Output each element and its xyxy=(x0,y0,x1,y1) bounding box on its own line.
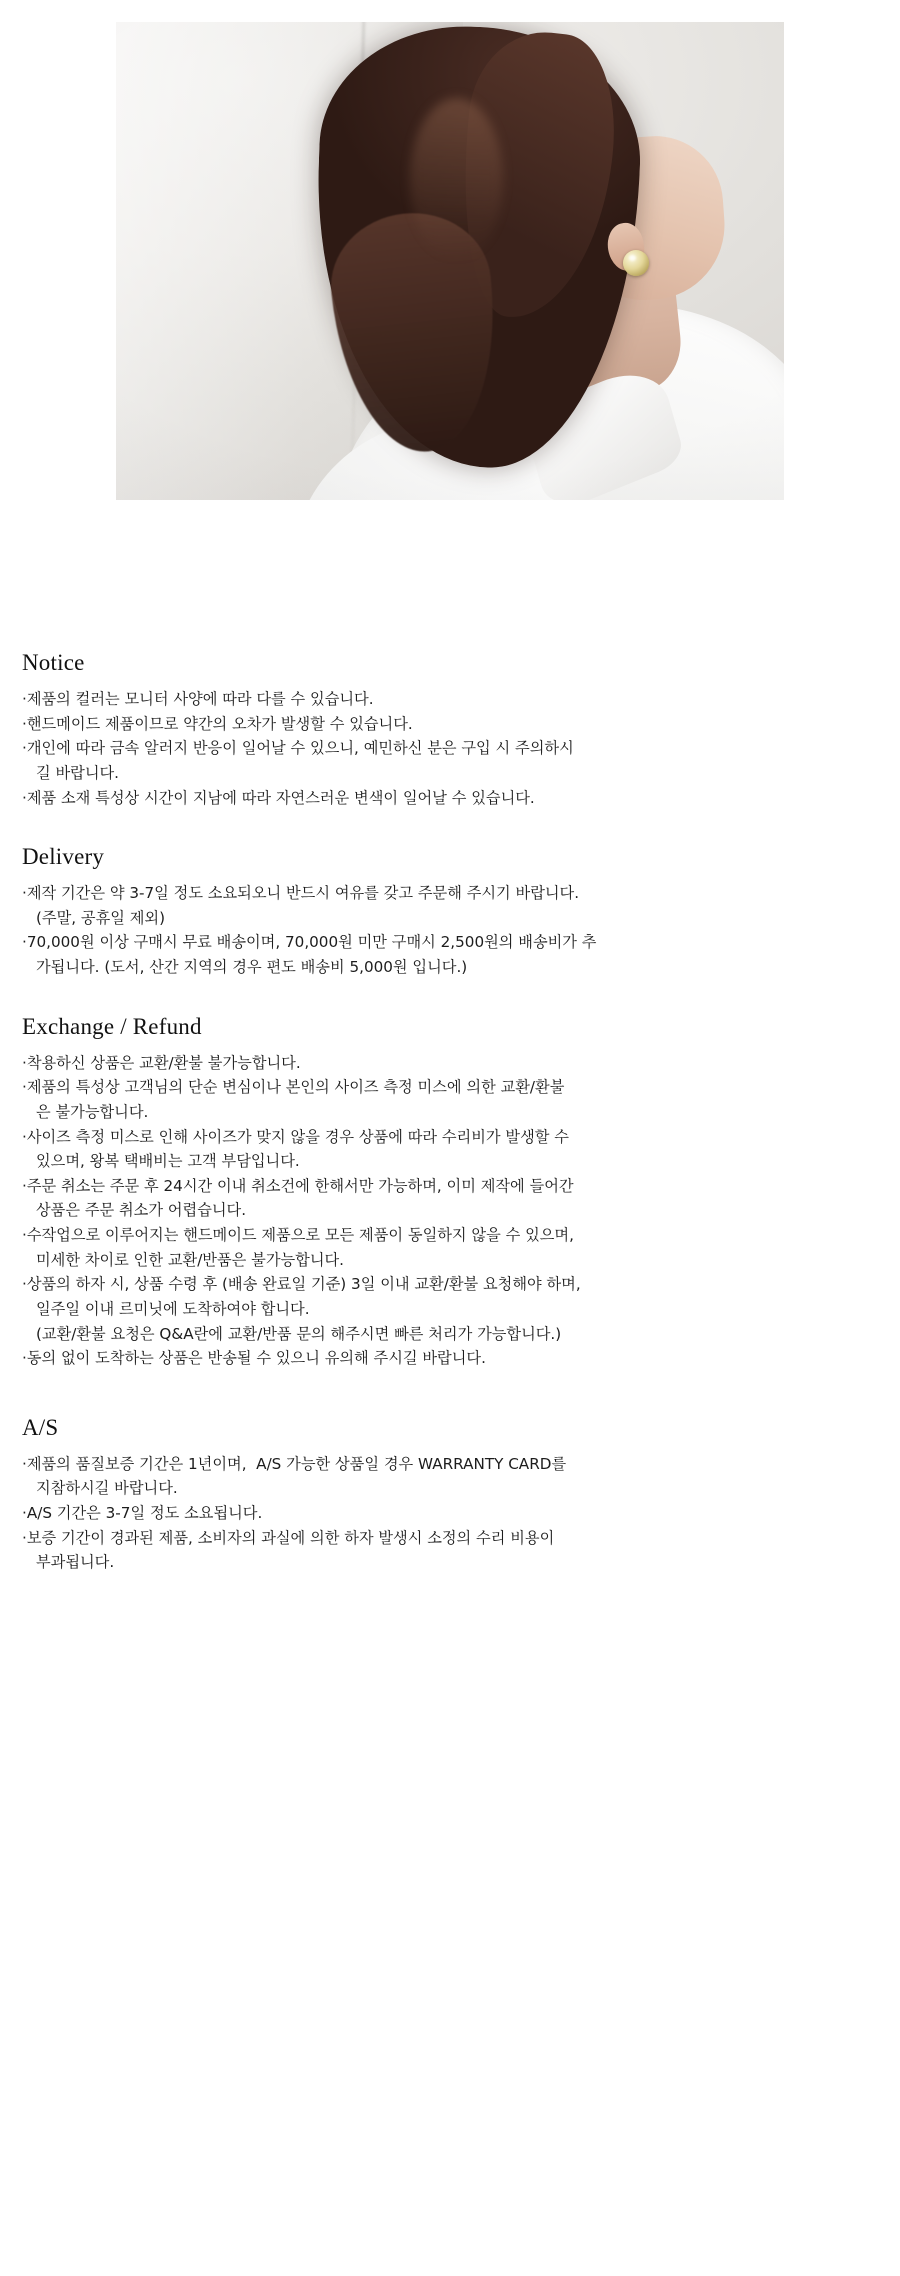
model-photo xyxy=(116,22,784,500)
exchange-line: 상품은 주문 취소가 어렵습니다. xyxy=(36,1201,247,1220)
section-title-notice: Notice xyxy=(22,650,85,675)
section-title-as: A/S xyxy=(22,1414,59,1440)
info-content xyxy=(0,650,900,1575)
section-as xyxy=(22,1415,878,1575)
exchange-line: (교환/환불 요청은 Q&A란에 교환/반품 문의 해주시면 빠른 처리가 가능합니다.) xyxy=(36,1324,562,1343)
section-spacer xyxy=(22,980,878,1014)
as-line: 부과됩니다. xyxy=(36,1553,115,1572)
exchange-line: ·수작업으로 이루어지는 핸드메이드 제품으로 모든 제품이 동일하지 않을 수 있으며, xyxy=(22,1226,574,1244)
section-body-delivery xyxy=(22,881,878,980)
delivery-line: ·제작 기간은 약 3-7일 정도 소요되오니 반드시 여유를 갖고 주문해 주시기 바랍니다. xyxy=(22,884,580,903)
section-exchange-refund xyxy=(22,1014,878,1371)
delivery-line: ·70,000원 이상 구매시 무료 배송이며, 70,000원 미만 구매시 2,500원의 배송비가 추 xyxy=(22,933,597,952)
section-title-exchange-refund: Exchange / Refund xyxy=(22,1013,202,1039)
exchange-line: ·제품의 특성상 고객님의 단순 변심이나 본인의 사이즈 측정 미스에 의한 교환/환불 xyxy=(22,1078,565,1097)
as-line: ·제품의 품질보증 기간은 1년이며, A/S 가능한 상품일 경우 WARRANTY CARD를 xyxy=(22,1454,567,1473)
exchange-line: 있으며, 왕복 택배비는 고객 부담입니다. xyxy=(36,1152,300,1171)
exchange-line: ·상품의 하자 시, 상품 수령 후 (배송 완료일 기준) 3일 이내 교환/환불 요청해야 하며, xyxy=(22,1275,581,1294)
exchange-line: ·착용하신 상품은 교환/환불 불가능합니다. xyxy=(22,1053,301,1072)
section-spacer xyxy=(22,810,878,844)
notice-line: ·개인에 따라 금속 알러지 반응이 일어날 수 있으니, 예민하신 분은 구입 시 주의하시 xyxy=(22,739,574,758)
as-line: 지참하시길 바랍니다. xyxy=(36,1479,178,1498)
exchange-line: ·주문 취소는 주문 후 24시간 이내 취소건에 한해서만 가능하며, 이미 제작에 들어간 xyxy=(22,1176,574,1195)
exchange-line: 일주일 이내 르미닛에 도착하여야 합니다. xyxy=(36,1299,310,1318)
notice-line: 길 바랍니다. xyxy=(36,763,120,782)
exchange-line: 은 불가능합니다. xyxy=(36,1102,149,1121)
delivery-line: (주말, 공휴일 제외) xyxy=(36,908,166,927)
exchange-line: 미세한 차이로 인한 교환/반품은 불가능합니다. xyxy=(36,1250,345,1269)
section-spacer xyxy=(22,1371,878,1415)
photo-vignette xyxy=(116,22,784,500)
section-title-delivery: Delivery xyxy=(22,844,105,870)
hero-spacer xyxy=(0,500,900,650)
notice-line: ·핸드메이드 제품이므로 약간의 오차가 발생할 수 있습니다. xyxy=(22,714,413,733)
exchange-line: ·사이즈 측정 미스로 인해 사이즈가 맞지 않을 경우 상품에 따라 수리비가 발생할 수 xyxy=(22,1127,569,1146)
as-line: ·보증 기간이 경과된 제품, 소비자의 과실에 의한 하자 발생시 소정의 수리 비용이 xyxy=(22,1528,555,1547)
section-body-notice xyxy=(22,687,878,810)
exchange-line: ·동의 없이 도착하는 상품은 반송될 수 있으니 유의해 주시길 바랍니다. xyxy=(22,1349,486,1368)
section-delivery xyxy=(22,844,878,980)
notice-line: ·제품의 컬러는 모니터 사양에 따라 다를 수 있습니다. xyxy=(22,690,374,708)
section-notice xyxy=(22,650,878,810)
section-body-as xyxy=(22,1452,878,1575)
section-body-exchange-refund xyxy=(22,1051,878,1371)
as-line: ·A/S 기간은 3-7일 정도 소요됩니다. xyxy=(22,1504,263,1522)
notice-line: ·제품 소재 특성상 시간이 지남에 따라 자연스러운 변색이 일어날 수 있습니다. xyxy=(22,788,535,807)
hero-image-wrap xyxy=(0,0,900,500)
delivery-line: 가됩니다. (도서, 산간 지역의 경우 편도 배송비 5,000원 입니다.) xyxy=(36,958,468,976)
